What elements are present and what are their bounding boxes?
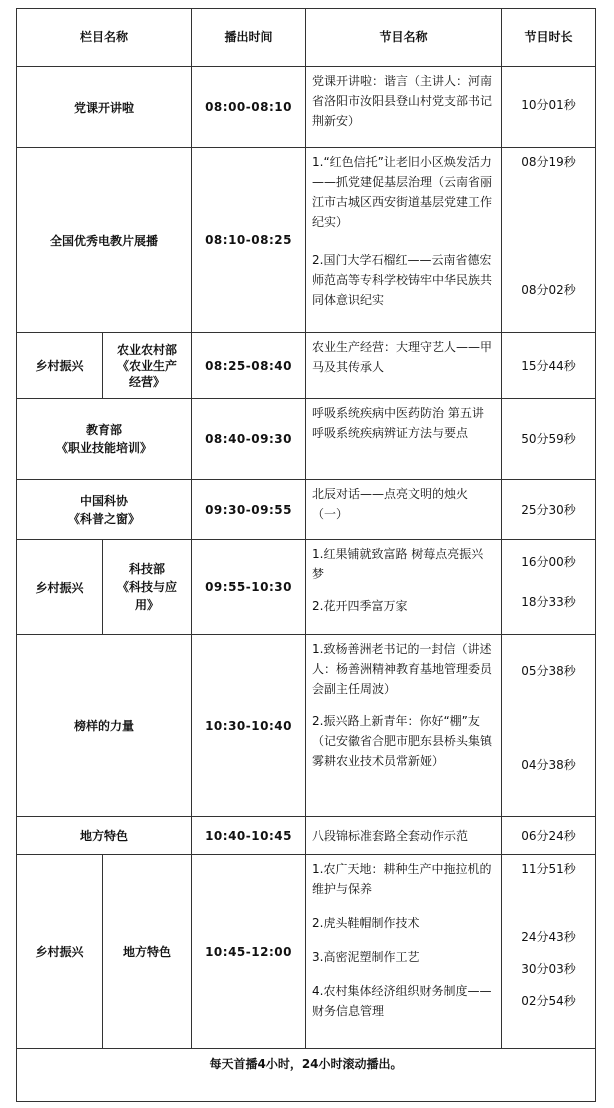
program-name-cell: 呼吸系统疾病中医药防治 第五讲 呼吸系统疾病辨证方法与要点 <box>306 399 502 480</box>
header-program-name: 节目名称 <box>306 9 502 67</box>
column-name-cell: 乡村振兴 <box>17 333 103 399</box>
duration-cell: 10分01秒 <box>502 67 596 148</box>
air-time-cell: 08:25-08:40 <box>192 333 306 399</box>
duration-cell: 05分38秒 04分38秒 <box>502 635 596 817</box>
column-name-cell: 乡村振兴 <box>17 540 103 635</box>
duration-cell: 50分59秒 <box>502 399 596 480</box>
air-time-cell: 10:45-12:00 <box>192 855 306 1049</box>
duration-cell: 11分51秒 24分43秒 30分03秒 02分54秒 <box>502 855 596 1049</box>
footer-row <box>17 1049 596 1102</box>
air-time-cell: 10:30-10:40 <box>192 635 306 817</box>
air-time-cell: 08:40-09:30 <box>192 399 306 480</box>
sub-column-cell: 地方特色 <box>103 855 192 1049</box>
air-time-cell: 10:40-10:45 <box>192 817 306 855</box>
program-name-cell: 八段锦标准套路全套动作示范 <box>306 817 502 855</box>
column-name-cell: 中国科协 《科普之窗》 <box>17 480 192 540</box>
table-row <box>17 480 596 540</box>
header-duration: 节目时长 <box>502 9 596 67</box>
column-name-cell: 党课开讲啦 <box>17 67 192 148</box>
table-row <box>17 635 596 817</box>
air-time-cell: 09:55-10:30 <box>192 540 306 635</box>
header-air-time: 播出时间 <box>192 9 306 67</box>
table-row <box>17 399 596 480</box>
table-row <box>17 333 596 399</box>
program-name-cell: 1.致杨善洲老书记的一封信（讲述人：杨善洲精神教育基地管理委员会副主任周波） 2.振兴路上新青年：你好“棚”友（记安徽省合肥市肥东县桥头集镇雾耕农业技术员常新娅） <box>306 635 502 817</box>
duration-cell: 08分19秒 08分02秒 <box>502 148 596 333</box>
program-name-cell: 1.“红色信托”让老旧小区焕发活力——抓党建促基层治理（云南省丽江市古城区西安街道基层党建工作纪实） 2.国门大学石榴红——云南省德宏师范高等专科学校铸牢中华民族共同体意识纪实 <box>306 148 502 333</box>
column-name-cell: 榜样的力量 <box>17 635 192 817</box>
duration-cell: 15分44秒 <box>502 333 596 399</box>
air-time-cell: 08:10-08:25 <box>192 148 306 333</box>
program-name-cell: 农业生产经营：大理守艺人——甲马及其传承人 <box>306 333 502 399</box>
table-row <box>17 817 596 855</box>
air-time-cell: 08:00-08:10 <box>192 67 306 148</box>
air-time-cell: 09:30-09:55 <box>192 480 306 540</box>
column-name-cell: 乡村振兴 <box>17 855 103 1049</box>
program-name-cell: 党课开讲啦：谐言（主讲人：河南省洛阳市汝阳县登山村党支部书记荆新安） <box>306 67 502 148</box>
header-row <box>17 9 596 67</box>
program-name-cell: 北辰对话——点亮文明的烛火（一） <box>306 480 502 540</box>
duration-cell: 16分00秒 18分33秒 <box>502 540 596 635</box>
table-row <box>17 67 596 148</box>
table-row <box>17 540 596 635</box>
duration-cell: 25分30秒 <box>502 480 596 540</box>
column-name-cell: 地方特色 <box>17 817 192 855</box>
program-name-cell: 1.红果铺就致富路 树莓点亮振兴梦 2.花开四季富万家 <box>306 540 502 635</box>
footer-note: 每天首播4小时，24小时滚动播出。 <box>17 1049 596 1102</box>
sub-column-cell: 科技部 《科技与应 用》 <box>103 540 192 635</box>
duration-cell: 06分24秒 <box>502 817 596 855</box>
table-row <box>17 855 596 1049</box>
program-name-cell: 1.农广天地：耕种生产中拖拉机的维护与保养 2.虎头鞋帽制作技术 3.高密泥塑制作工艺 4.农村集体经济组织财务制度——财务信息管理 <box>306 855 502 1049</box>
table-row <box>17 148 596 333</box>
column-name-cell: 教育部 《职业技能培训》 <box>17 399 192 480</box>
schedule-table <box>16 8 596 1102</box>
column-name-cell: 全国优秀电教片展播 <box>17 148 192 333</box>
header-column-name: 栏目名称 <box>17 9 192 67</box>
sub-column-cell: 农业农村部 《农业生产 经营》 <box>103 333 192 399</box>
